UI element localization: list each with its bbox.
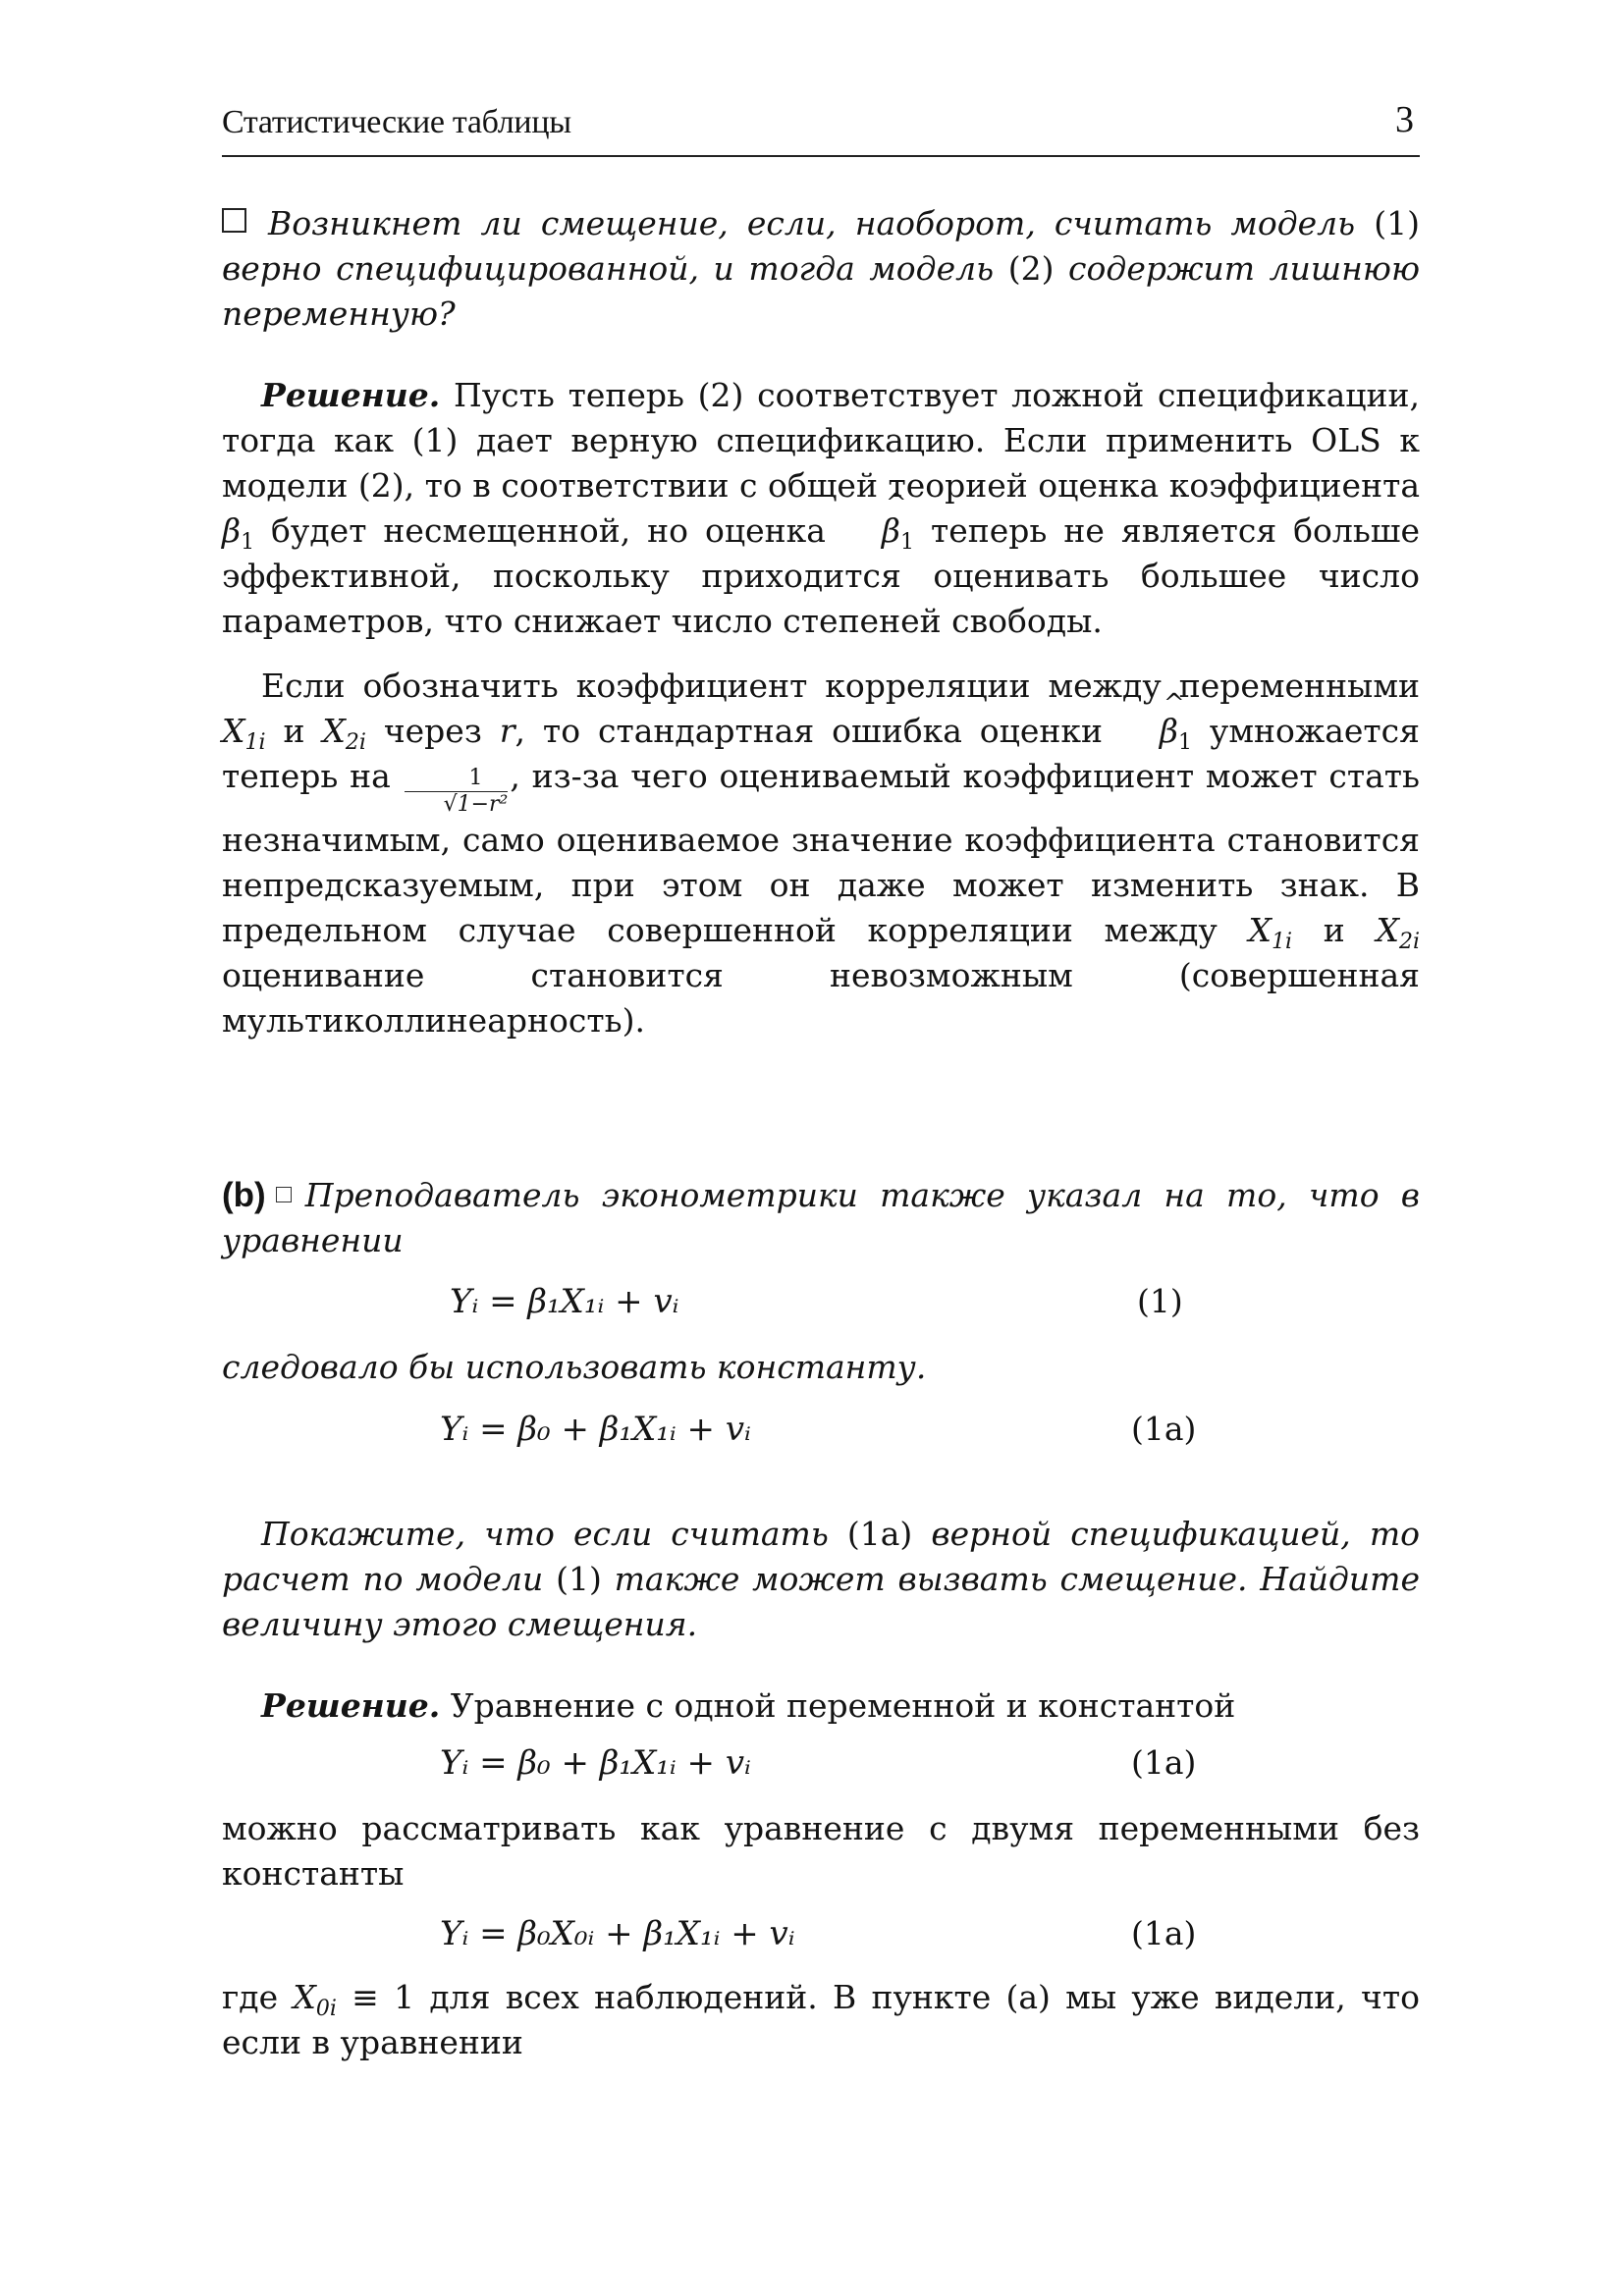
checkbox-square-icon bbox=[222, 208, 246, 233]
solution-b-intro: Решение. Уравнение с одной переменной и константой bbox=[261, 1686, 1236, 1725]
equation-1a-repeat: Yᵢ = β₀ + β₁X₁ᵢ + vᵢ bbox=[440, 1743, 751, 1783]
page-number: 3 bbox=[1395, 99, 1414, 140]
page-header bbox=[222, 94, 1420, 157]
solution-label: Решение. bbox=[261, 1686, 441, 1725]
equation-1a-number: (1a) bbox=[1131, 1410, 1197, 1448]
solution-a-paragraph-2: Если обозначить коэффициент корреляции между переменными $X_{1i}$ и $X_{2i}$ через r, то стандартная ошибка оценки ^ $\beta_1$ умножается теперь на $\frac{1}{\text{√1−r²}}$ , из-за чего оцениваемый коэффициент может стать незначимым, само оцениваемое значение коэффициента становится непредсказуемым, при этом он даже может изменить знак. В предельном случае совершенной корреляции между $X_{1i}$ и $X_{2i}$ оценивание становится невозможным (совершенная мультиколлинеарность). bbox=[222, 664, 1420, 1043]
solution-a-paragraph-1: Решение. Пусть теперь (2) соответствует ложной спецификации, тогда как (1) дает верную спецификацию. Если применить OLS к модели (2), то в соответствии с общей теорией оценка коэффициента $\beta_1$ будет несмещенной, но оценка ^ $\beta_1$ теперь не является больше эффективной, поскольку приходится оценивать большее число параметров, что снижает число степеней свободы. bbox=[222, 373, 1420, 644]
solution-b-end: где $X_{0i} \equiv 1$ для всех наблюдений. В пункте (a) мы уже видели, что если в уравнении bbox=[222, 1978, 1420, 2061]
running-title: Статистические таблицы bbox=[222, 104, 571, 140]
part-b-mid-text: следовало бы использовать константу. bbox=[222, 1348, 927, 1386]
equation-1: Yᵢ = β₁X₁ᵢ + vᵢ bbox=[450, 1282, 679, 1321]
solution-label: Решение. bbox=[261, 376, 441, 414]
part-b-question: (b) Преподаватель эконометрики также указал на то, что в уравнении bbox=[222, 1176, 1420, 1259]
checkbox-square-icon bbox=[276, 1187, 292, 1202]
equation-1a-repeat-number: (1a) bbox=[1131, 1743, 1197, 1782]
beta-hat: ^ β bbox=[842, 508, 900, 554]
fraction-one-over-sqrt: $\frac{1}{\text{√1−r²}}$ bbox=[405, 766, 509, 818]
solution-b-mid: можно рассматривать как уравнение с двумя переменными без константы bbox=[222, 1809, 1420, 1893]
part-b-task: Покажите, что если считать (1a) верной спецификацией, то расчет по модели (1) также может вызвать смещение. Найдите величину этого смещения. bbox=[222, 1515, 1420, 1643]
question-a2: Возникнет ли смещение, если, наоборот, считать модель (1) верно специфицированной, и тогда модель (2) содержит лишнюю переменную? bbox=[222, 204, 1421, 333]
equation-1-number: (1) bbox=[1137, 1282, 1183, 1320]
equation-1a: Yᵢ = β₀ + β₁X₁ᵢ + vᵢ bbox=[440, 1410, 751, 1449]
equation-1a-two-vars-number: (1a) bbox=[1131, 1914, 1197, 1952]
part-b-label: (b) bbox=[222, 1176, 266, 1214]
beta-hat: ^ β bbox=[1120, 709, 1178, 754]
equation-1a-two-vars: Yᵢ = β₀X₀ᵢ + β₁X₁ᵢ + vᵢ bbox=[440, 1914, 795, 1953]
